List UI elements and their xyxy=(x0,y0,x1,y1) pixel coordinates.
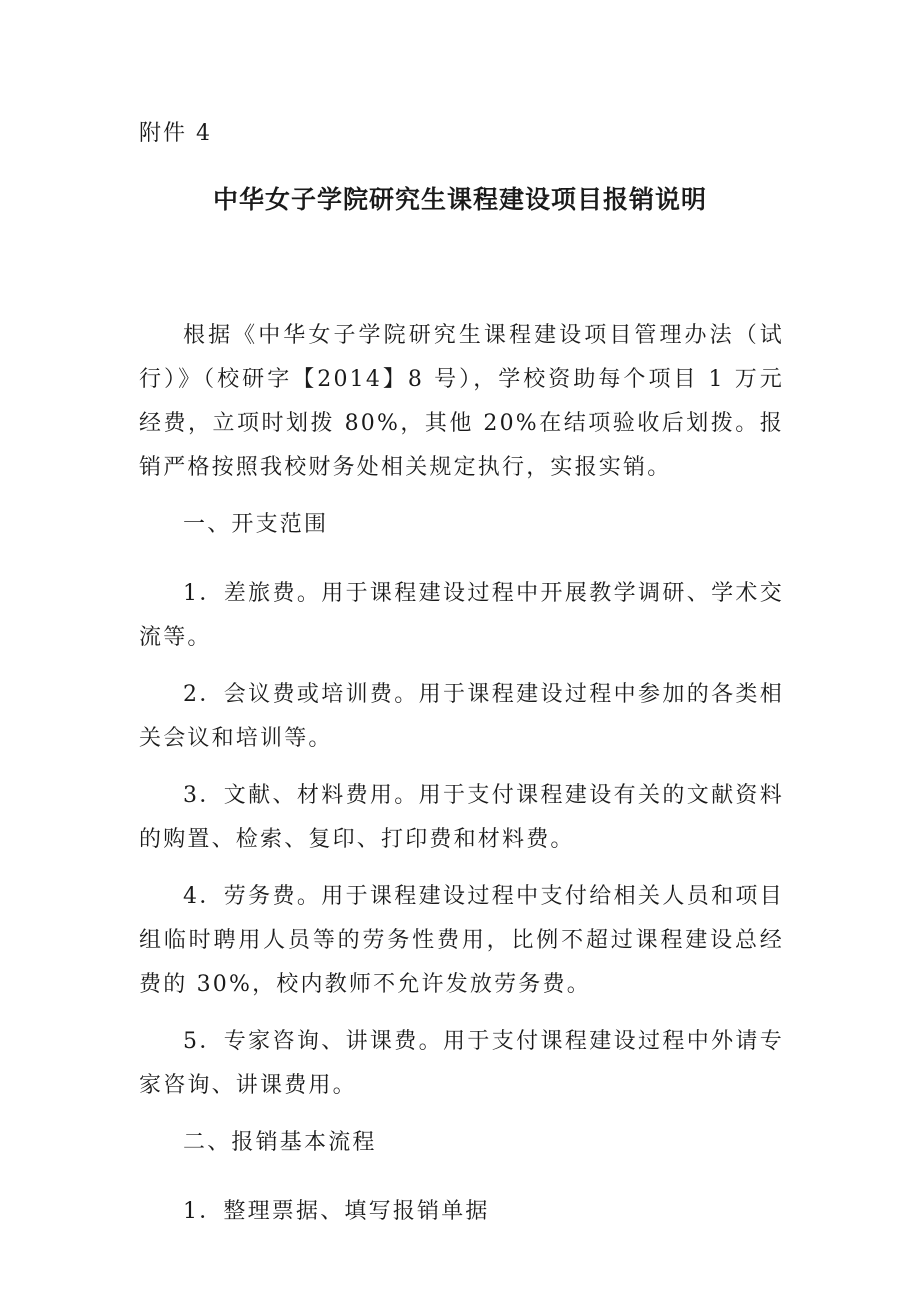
scope-item-travel: 1．差旅费。用于课程建设过程中开展教学调研、学术交流等。 xyxy=(139,581,784,650)
document-body xyxy=(139,314,784,1259)
scope-item-labor: 4．劳务费。用于课程建设过程中支付给相关人员和项目组临时聘用人员等的劳务性费用，比例不超过课程建设总经费的 30%，校内教师不允许发放劳务费。 xyxy=(139,884,784,997)
scope-item-materials: 3．文献、材料费用。用于支付课程建设有关的文献资料的购置、检索、复印、打印费和材料费。 xyxy=(139,783,784,852)
intro-paragraph: 根据《中华女子学院研究生课程建设项目管理办法（试行）》（校研字【2014】8 号），学校资助每个项目 1 万元经费，立项时划拨 80%，其他 20%在结项验收后划拨。报销严格按照我校财务处相关规定执行，实报实销。 xyxy=(139,323,784,480)
attachment-label: 附件 4 xyxy=(139,121,212,146)
scope-item-expert: 5．专家咨询、讲课费。用于支付课程建设过程中外请专家咨询、讲课费用。 xyxy=(139,1029,784,1098)
scope-item-meeting: 2．会议费或培训费。用于课程建设过程中参加的各类相关会议和培训等。 xyxy=(139,682,784,751)
section-heading-scope: 一、开支范围 xyxy=(183,512,329,537)
section-heading-process: 二、报销基本流程 xyxy=(183,1130,377,1155)
document-title: 中华女子学院研究生课程建设项目报销说明 xyxy=(212,185,707,214)
process-step-1: 1．整理票据、填写报销单据 xyxy=(183,1199,490,1224)
